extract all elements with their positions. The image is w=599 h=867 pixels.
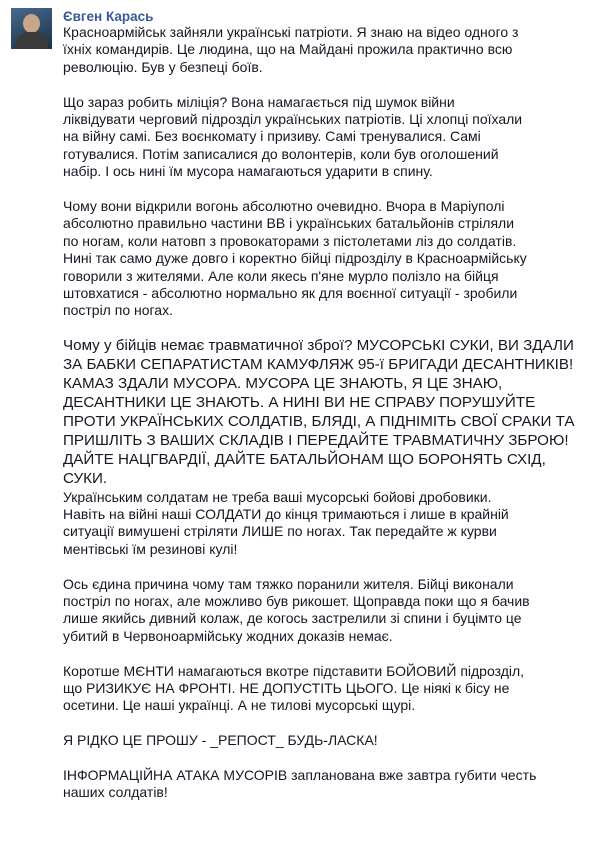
text-line: говорили з жителями. Але коли якесь п'яне мурло полізло на бійця (63, 267, 499, 284)
text-line: ПРИШЛІТЬ З ВАШИХ СКЛАДІВ І ПЕРЕДАЙТЕ ТРАВМАТИЧНУ ЗБРОЮ! (63, 431, 569, 449)
post-paragraph (63, 663, 593, 715)
text-line: постріл по ногах, але можливо був рикошет. Щоправда поки що я бачив (63, 592, 530, 609)
text-line: постріл по ногах. (63, 302, 173, 319)
text-line: Чому вони відкрили вогонь абсолютно очевидно. Вчора в Маріуполі (63, 198, 505, 215)
author-name-link[interactable]: Євген Карась (63, 9, 154, 24)
text-line: на війну самі. Без воєнкомату і призиву. Самі тренувалися. Самі (63, 128, 481, 145)
text-line: Я РІДКО ЦЕ ПРОШУ - _РЕПОСТ_ БУДЬ-ЛАСКА! (63, 732, 378, 749)
text-line: що РИЗИКУЄ НА ФРОНТІ. НЕ ДОПУСТІТЬ ЦЬОГО. Це ніякі к бісу не (63, 679, 510, 696)
text-line: ЗА БАБКИ СЕПАРАТИСТАМ КАМУФЛЯЖ 95-ї БРИГАДИ ДЕСАНТНИКІВ! (63, 356, 574, 374)
text-line: КАМАЗ ЗДАЛИ МУСОРА. МУСОРА ЦЕ ЗНАЮТЬ, Я ЦЕ ЗНАЮ, (63, 375, 503, 393)
post-paragraph (63, 767, 593, 802)
text-line: Що зараз робить міліція? Вона намагається під шумок війни (63, 93, 455, 110)
text-line: Навіть на війні наші СОЛДАТИ до кінця тримаються і лише в крайній (63, 505, 509, 522)
post-paragraph (63, 94, 593, 181)
text-line: по ногам, коли натовп з провокаторами з пістолетами ліз до солдатів. (63, 232, 517, 249)
text-line: убитий в Червоноармійську жодних доказів немає. (63, 627, 393, 644)
text-line: ліквідувати черговий підрозділ українських патріотів. Ці хлопці поїхали (63, 111, 523, 128)
text-line: ситуації вимушені стріляти ЛИШЕ по ногах. Так передайте ж курви (63, 523, 497, 540)
text-line: Чому у бійців немає травматичної зброї? МУСОРСЬКІ СУКИ, ВИ ЗДАЛИ (63, 337, 574, 355)
author-avatar[interactable] (11, 8, 52, 49)
post-paragraph (63, 24, 593, 76)
post-paragraph (63, 732, 593, 749)
text-line: Українським солдатам не треба ваші мусорські бойові дробовики. (63, 488, 492, 505)
text-line: ПРОТИ УКРАЇНСЬКИХ СОЛДАТІВ, БЛЯДІ, А ПІДНІМІТЬ СВОЇ СРАКИ ТА (63, 412, 575, 430)
text-line: Нині так само дуже довго і коректно бійці підрозділу в Красноармійську (63, 250, 527, 267)
text-line: осетини. Це наші українці. А не тилові мусорські щурі. (63, 697, 416, 714)
text-line: СУКИ. (63, 469, 108, 487)
text-line: ментівські їм резинові кулі! (63, 540, 238, 557)
avatar-body (15, 32, 48, 49)
text-line: штовхатися - абсолютно нормально як для воєнної ситуації - зробили (63, 285, 518, 302)
text-line: революцію. Був у безпеці боїв. (63, 58, 263, 75)
text-line: Ось єдина причина чому там тяжко поранили жителя. Бійці виконали (63, 575, 514, 592)
text-line: набір. І ось нині їм мусора намагаються ударити в спину. (63, 163, 433, 180)
text-line: їхніх командирів. Це людина, що на Майдані прожила практично всю (63, 41, 513, 58)
text-line: Коротше МЄНТИ намагаються вкотре підставити БОЙОВИЙ підрозділ, (63, 662, 525, 679)
text-line: ДЕСАНТНИКИ ЦЕ ЗНАЮТЬ. А НИНІ ВИ НЕ СПРАВУ ПОРУШУЙТЕ (63, 393, 536, 411)
text-line: наших солдатів! (63, 784, 168, 801)
text-line: абсолютно правильно частини ВВ і українських батальйонів стріляли (63, 215, 515, 232)
post-paragraph-caps (63, 337, 593, 488)
text-line: ДАЙТЕ НАЦГВАРДІЇ, ДАЙТЕ БАТАЛЬЙОНАМ ЩО БОРОНЯТЬ СХІД, (63, 450, 546, 468)
post-text (63, 24, 593, 819)
text-line: ІНФОРМАЦІЙНА АТАКА МУСОРІВ запланована вже завтра губити честь (63, 766, 537, 783)
text-line: Красноармійськ зайняли українські патріоти. Я знаю на відео одного з (63, 24, 519, 40)
text-line: готувалися. Потім записалися до волонтерів, коли був оголошений (63, 145, 499, 162)
text-line: лише якийсь дивний колаж, де когось застрелили зі спини і буцімто це (63, 610, 522, 627)
avatar-head (23, 14, 40, 33)
post-paragraph (63, 198, 593, 320)
post-paragraph (63, 489, 593, 559)
post-paragraph (63, 576, 593, 646)
